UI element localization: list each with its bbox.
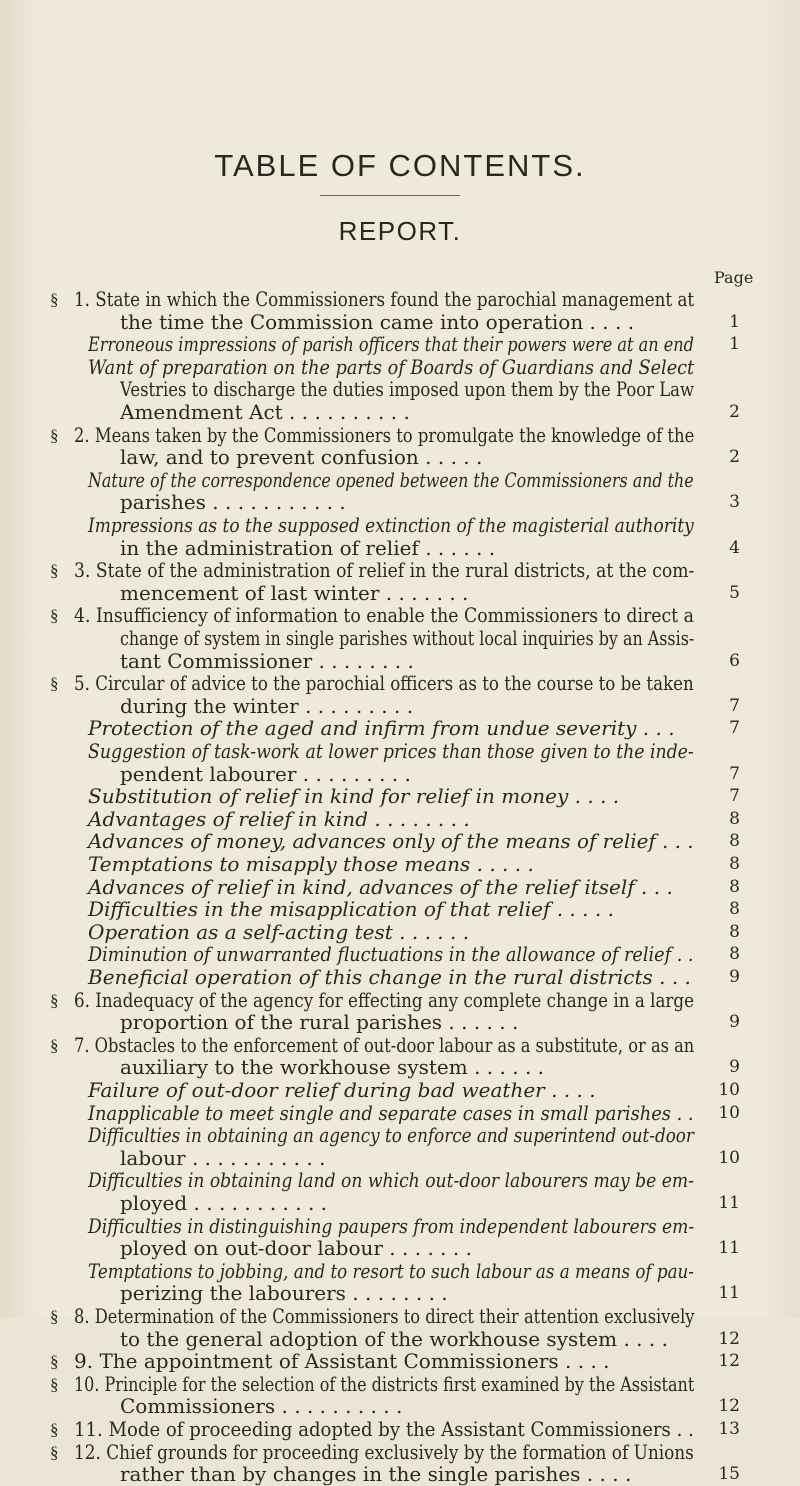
- contents-row: [0, 559, 800, 582]
- entry-text: Amendment Act . . . . . . . . . .: [120, 400, 410, 424]
- section-mark: §: [50, 606, 59, 626]
- contents-row: [0, 1102, 800, 1125]
- entry-text: Difficulties in obtaining land on which out-door labourers may be em-: [88, 1168, 694, 1193]
- entry-text: to the general adoption of the workhouse system . . . .: [120, 1326, 668, 1351]
- contents-row: [0, 695, 800, 718]
- entry-text: Beneficial operation of this change in the rural districts . . .: [88, 965, 691, 989]
- page-number: 11: [718, 1193, 740, 1213]
- entry-text: law, and to prevent confusion . . . . .: [120, 445, 483, 470]
- contents-row: [0, 401, 800, 424]
- contents-row: [0, 582, 800, 605]
- entry-text: ployed on out-door labour . . . . . . .: [120, 1236, 472, 1261]
- page-number: 8: [729, 921, 740, 942]
- entry-text: auxiliary to the workhouse system . . . . . .: [120, 1055, 545, 1080]
- entry-text: Temptations to misapply those means . . . . .: [88, 852, 534, 876]
- entry-text: mencement of last winter . . . . . . .: [120, 580, 469, 605]
- contents-row: [0, 785, 800, 808]
- page-number: 12: [718, 1351, 740, 1372]
- entry-text: 12. Chief grounds for proceeding exclusively by the formation of Unions: [74, 1439, 694, 1464]
- section-mark: §: [50, 1307, 59, 1326]
- contents-row: [0, 311, 800, 334]
- page-number: 7: [729, 786, 740, 807]
- contents-row: [0, 672, 800, 695]
- entry-text: labour . . . . . . . . . . .: [120, 1145, 326, 1170]
- entry-text: 3. State of the administration of relief in the rural districts, at the com-: [74, 558, 695, 583]
- contents-row: [0, 1395, 800, 1418]
- entry-text: 6. Inadequacy of the agency for effecting any complete change in a large: [74, 987, 695, 1012]
- section-mark: §: [50, 1420, 59, 1439]
- page-number: 1: [729, 311, 740, 332]
- page-number: 8: [729, 808, 740, 829]
- page-number: 7: [729, 718, 740, 739]
- contents-row: [0, 1169, 800, 1192]
- contents-row: [0, 989, 800, 1012]
- entry-text: proportion of the rural parishes . . . . . .: [120, 1010, 519, 1035]
- section-mark: §: [50, 674, 59, 694]
- page-number: 15: [718, 1464, 740, 1485]
- page-number: 8: [729, 944, 740, 965]
- contents-row: [0, 288, 800, 311]
- entry-text: parishes . . . . . . . . . . .: [120, 490, 346, 515]
- entry-text: 1. State in which the Commissioners found the parochial management at: [74, 287, 695, 311]
- entry-text: 5. Circular of advice to the parochial officers as to the course to be taken: [74, 671, 694, 696]
- section-mark: §: [50, 990, 59, 1010]
- contents-row: [0, 627, 800, 650]
- entry-text: perizing the labourers . . . . . . . .: [120, 1281, 448, 1306]
- contents-row: [0, 424, 800, 447]
- entry-text: 2. Means taken by the Commissioners to promulgate the knowledge of the: [74, 422, 695, 447]
- entry-text: Nature of the correspondence opened between the Commissioners and the: [88, 467, 694, 492]
- page-number: 8: [729, 899, 740, 920]
- entry-text: ployed . . . . . . . . . . .: [120, 1191, 328, 1215]
- entry-text: Advantages of relief in kind . . . . . . . .: [88, 806, 470, 831]
- contents-row: [0, 1350, 800, 1373]
- entry-text: Operation as a self-acting test . . . . . .: [88, 919, 470, 944]
- page-number: 12: [718, 1328, 740, 1349]
- entry-text: 11. Mode of proceeding adopted by the Assistant Commissioners . .: [74, 1417, 694, 1441]
- page-number: 10: [718, 1147, 740, 1168]
- page-number: 9: [729, 1057, 740, 1078]
- entry-text: Difficulties in the misapplication of that relief . . . . .: [88, 897, 614, 922]
- page-number: 10: [718, 1080, 740, 1100]
- entry-text: in the administration of relief . . . . . .: [120, 535, 496, 560]
- page-number: 11: [718, 1238, 740, 1259]
- page-number: 2: [729, 447, 740, 468]
- page-number: 8: [729, 876, 740, 897]
- entry-text: Temptations to jobbing, and to resort to such labour as a means of pau-: [88, 1258, 694, 1283]
- contents-row: [0, 853, 800, 876]
- page-number: 8: [729, 831, 740, 852]
- page-number: 7: [729, 763, 740, 784]
- entry-text: rather than by changes in the single parishes . . . .: [120, 1462, 632, 1486]
- contents-row: [0, 830, 800, 853]
- contents-row: [0, 921, 800, 944]
- entry-text: Advances of money, advances only of the means of relief . . .: [88, 829, 694, 854]
- entry-text: Suggestion of task-work at lower prices than those given to the inde-: [88, 739, 694, 763]
- entry-text: Substitution of relief in kind for relief in money . . . .: [88, 784, 620, 809]
- title-divider: [320, 195, 460, 196]
- contents-row: [0, 808, 800, 831]
- entry-text: Diminution of unwarranted fluctuations in the allowance of relief . .: [88, 942, 694, 967]
- contents-row: [0, 1124, 800, 1147]
- contents-row: [0, 650, 800, 673]
- entry-text: Protection of the aged and infirm from undue severity . . .: [88, 716, 675, 741]
- section-mark: §: [50, 290, 59, 309]
- page-number: 5: [729, 582, 740, 603]
- page-number: 3: [729, 492, 740, 513]
- contents-row: [0, 604, 800, 627]
- entry-text: 9. The appointment of Assistant Commissioners . . . .: [74, 1349, 610, 1374]
- contents-row: [0, 446, 800, 469]
- entry-text: the time the Commission came into operation . . . .: [120, 309, 635, 334]
- contents-row: [0, 763, 800, 786]
- contents-row: [0, 333, 800, 356]
- contents-row: [0, 491, 800, 514]
- section-mark: §: [50, 1374, 59, 1394]
- contents-row: [0, 1147, 800, 1170]
- section-mark: §: [50, 425, 59, 445]
- contents-row: [0, 1373, 800, 1396]
- section-heading: REPORT.: [338, 216, 462, 246]
- page-column-label: Page: [714, 268, 754, 287]
- section-mark: §: [50, 561, 59, 581]
- entry-text: Erroneous impressions of parish officers that their powers were at an end: [88, 332, 694, 357]
- entry-text: during the winter . . . . . . . . .: [120, 693, 414, 718]
- contents-row: [0, 1463, 800, 1486]
- page-number: 6: [729, 650, 740, 671]
- page-title: TABLE OF CONTENTS.: [214, 148, 586, 183]
- entry-text: Inapplicable to meet single and separate cases in small parishes . .: [88, 1100, 694, 1125]
- contents-row: [0, 740, 800, 763]
- contents-row: [0, 1328, 800, 1351]
- entry-text: 8. Determination of the Commissioners to direct their attention exclusively: [74, 1304, 695, 1328]
- contents-row: [0, 1192, 800, 1215]
- entry-text: 10. Principle for the selection of the districts first examined by the Assistant: [74, 1371, 695, 1396]
- page-number: 2: [729, 402, 740, 422]
- page-number: 1: [729, 334, 740, 355]
- page-number: 13: [718, 1419, 740, 1439]
- entry-text: Advances of relief in kind, advances of the relief itself . . .: [88, 874, 673, 899]
- contents-row: [0, 943, 800, 966]
- contents-row: [0, 1011, 800, 1034]
- page-number: 12: [718, 1396, 740, 1417]
- contents-row: [0, 469, 800, 492]
- page-number: 10: [718, 1102, 740, 1123]
- contents-row: [0, 1034, 800, 1057]
- entry-text: Want of preparation on the parts of Boards of Guardians and Select: [88, 354, 695, 379]
- page-number: 4: [729, 537, 740, 558]
- contents-row: [0, 1260, 800, 1283]
- contents-row: [0, 1056, 800, 1079]
- contents-row: [0, 717, 800, 740]
- page-number: 9: [729, 967, 740, 987]
- section-mark: §: [50, 1352, 59, 1372]
- entry-text: Vestries to discharge the duties imposed upon them by the Poor Law: [120, 377, 695, 402]
- contents-row: [0, 966, 800, 989]
- contents-row: [0, 356, 800, 379]
- entry-text: Impressions as to the supposed extinction of the magisterial authority: [88, 513, 694, 537]
- entry-text: 4. Insufficiency of information to enable the Commissioners to direct a: [74, 603, 694, 628]
- contents-row: [0, 1305, 800, 1328]
- entry-text: Commissioners . . . . . . . . . .: [120, 1394, 403, 1419]
- contents-row: [0, 1215, 800, 1238]
- contents-row: [0, 876, 800, 899]
- entry-text: Difficulties in distinguishing paupers from independent labourers em-: [88, 1213, 695, 1238]
- contents-row: [0, 1418, 800, 1441]
- contents-row: [0, 1079, 800, 1102]
- section-mark: §: [50, 1442, 59, 1462]
- entry-text: 7. Obstacles to the enforcement of out-door labour as a substitute, or as an: [74, 1032, 695, 1057]
- entry-text: Difficulties in obtaining an agency to enforce and superintend out-door: [88, 1123, 694, 1148]
- page-number: 9: [729, 1012, 740, 1033]
- page-number: 8: [729, 854, 740, 874]
- entry-text: tant Commissioner . . . . . . . .: [120, 648, 414, 673]
- contents-row: [0, 1237, 800, 1260]
- contents-row: [0, 514, 800, 537]
- section-mark: §: [50, 1035, 59, 1055]
- entry-text: pendent labourer . . . . . . . . .: [120, 761, 411, 786]
- contents-row: [0, 1282, 800, 1305]
- contents-row: [0, 1441, 800, 1464]
- page-number: 11: [718, 1283, 740, 1304]
- entry-text: change of system in single parishes without local inquiries by an Assis-: [120, 626, 695, 650]
- contents-row: [0, 378, 800, 401]
- contents-row: [0, 898, 800, 921]
- entry-text: Failure of out-door relief during bad weather . . . .: [88, 1078, 596, 1102]
- page-number: 7: [729, 695, 740, 716]
- contents-row: [0, 537, 800, 560]
